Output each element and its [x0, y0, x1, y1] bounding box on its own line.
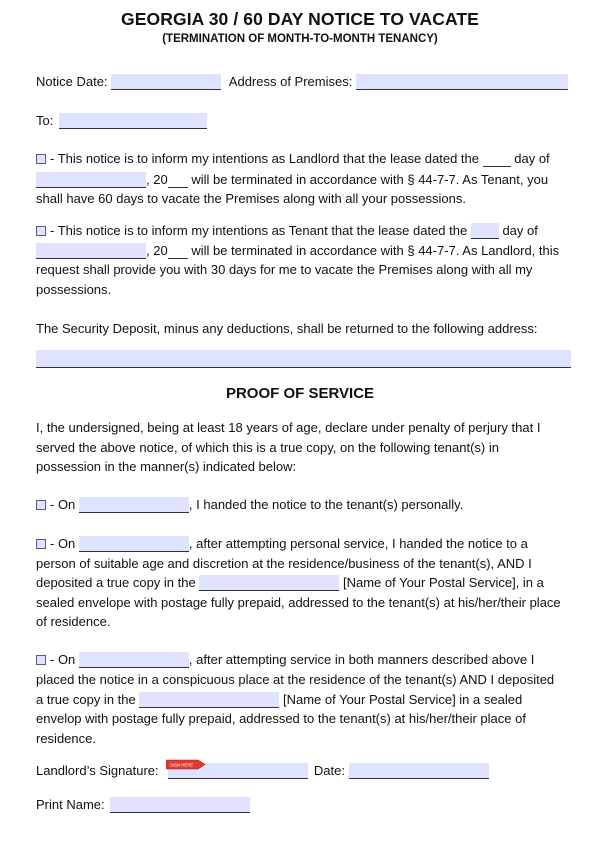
to-field[interactable]: [59, 113, 207, 129]
landlord-option-checkbox[interactable]: [36, 154, 46, 164]
to-row: [36, 113, 207, 129]
landlord-year-prefix: , 20: [146, 172, 168, 187]
signature-label: Landlord’s Signature:: [36, 763, 159, 778]
service3-line1: [36, 652, 534, 668]
service2-on-text: - On: [50, 536, 76, 551]
service2-date-field[interactable]: [79, 536, 189, 552]
print-name-row: [36, 797, 250, 813]
tenant-lease-month-field[interactable]: [36, 243, 146, 259]
service1-line1: [36, 497, 463, 513]
service3-line5: residence.: [36, 731, 96, 746]
sign-here-flag-text: SIGN HERE: [170, 762, 194, 768]
service3-checkbox[interactable]: [36, 655, 46, 665]
tenant-year-prefix: , 20: [146, 243, 168, 258]
service3-on-text: - On: [50, 652, 76, 667]
service3-copy-text: a true copy in the: [36, 692, 136, 707]
proof-of-service-heading: PROOF OF SERVICE: [225, 385, 375, 402]
tenant-day-of-text: day of: [502, 223, 538, 238]
sign-here-flag-icon: [166, 759, 206, 770]
tenant-option-line3: request shall provide you with 30 days for me to vacate the Premises along with all my: [36, 262, 533, 277]
landlord-option-line1: [36, 151, 550, 167]
service2-text: , after attempting personal service, I handed the notice to a: [188, 536, 528, 551]
service1-text: , I handed the notice to the tenant(s) personally.: [188, 497, 464, 512]
service3-line2: placed the notice in a conspicuous place at the residence of the tenant(s) AND I deposited: [36, 672, 555, 687]
proof-intro-line3: possession in the manner(s) indicated below:: [36, 459, 297, 474]
signature-date-label: Date:: [313, 763, 345, 778]
form-title: GEORGIA 30 / 60 DAY NOTICE TO VACATE: [121, 9, 479, 29]
proof-intro-line2: served the above notice, of which this is a true copy, on the following tenant(s) in: [36, 440, 499, 455]
service1-checkbox[interactable]: [36, 500, 46, 510]
service2-checkbox[interactable]: [36, 539, 46, 549]
tenant-option-text: - This notice is to inform my intentions as Tenant that the lease dated the: [50, 223, 468, 238]
tenant-option-line4: possessions.: [36, 282, 112, 297]
tenant-terminate-text: will be terminated in accordance with § 44-7-7. As Landlord, this: [191, 243, 560, 258]
notice-date-label: Notice Date:: [36, 74, 108, 89]
tenant-lease-day-field[interactable]: [471, 223, 499, 239]
service2-line3: [36, 575, 544, 591]
service2-line4: sealed envelope with postage fully prepaid, addressed to the tenant(s) at his/her/their place: [36, 595, 561, 610]
service2-line1: [36, 536, 528, 552]
service1-date-field[interactable]: [79, 497, 189, 513]
service2-deposited-text: deposited a true copy in the: [36, 575, 196, 590]
proof-intro-line1: I, the undersigned, being at least 18 years of age, declare under penalty of perjury that I: [36, 420, 541, 435]
notice-date-field[interactable]: [111, 74, 221, 90]
notice-date-row: [36, 74, 568, 90]
tenant-option-line2: [36, 243, 559, 259]
landlord-terminate-text: will be terminated in accordance with § 44-7-7. As Tenant, you: [191, 172, 549, 187]
landlord-day-of-text: day of: [514, 151, 550, 166]
service3-postal-service-field[interactable]: [139, 692, 279, 708]
signature-date-field[interactable]: [349, 763, 489, 779]
service2-postal-service-field[interactable]: [199, 575, 339, 591]
service3-date-field[interactable]: [79, 652, 189, 668]
print-name-field[interactable]: [110, 797, 250, 813]
address-field[interactable]: [356, 74, 568, 90]
tenant-lease-year-field[interactable]: [168, 243, 188, 259]
service3-postal-label: [Name of Your Postal Service] in a sealed: [282, 692, 523, 707]
deposit-text: The Security Deposit, minus any deductions, shall be returned to the following address:: [36, 321, 538, 336]
tenant-option-checkbox[interactable]: [36, 226, 46, 236]
service2-line2: person of suitable age and discretion at the residence/business of the tenant(s), AND I: [36, 556, 532, 571]
form-subtitle: (TERMINATION OF MONTH-TO-MONTH TENANCY): [162, 33, 438, 45]
landlord-lease-year-field[interactable]: [168, 172, 188, 188]
service3-text: , after attempting service in both manners described above I: [188, 652, 535, 667]
service1-on-text: - On: [50, 497, 76, 512]
landlord-option-text: - This notice is to inform my intentions as Landlord that the lease dated the: [50, 151, 479, 166]
landlord-lease-month-field[interactable]: [36, 172, 146, 188]
tenant-option-line1: [36, 223, 538, 239]
to-label: To:: [36, 113, 54, 128]
service2-line5: of residence.: [36, 614, 111, 629]
landlord-lease-day-field[interactable]: [483, 151, 511, 167]
landlord-option-line3: shall have 60 days to vacate the Premises along with all your possessions.: [36, 191, 466, 206]
address-label: Address of Premises:: [228, 74, 353, 89]
landlord-option-line2: [36, 172, 548, 188]
service3-line3: [36, 692, 522, 708]
signature-row: [36, 763, 489, 779]
deposit-address-field[interactable]: [36, 350, 571, 368]
service3-line4: envelop with postage fully prepaid, addressed to the tenant(s) at his/her/their place of: [36, 711, 526, 726]
print-name-label: Print Name:: [36, 797, 105, 812]
service2-postal-label: [Name of Your Postal Service], in a: [342, 575, 544, 590]
